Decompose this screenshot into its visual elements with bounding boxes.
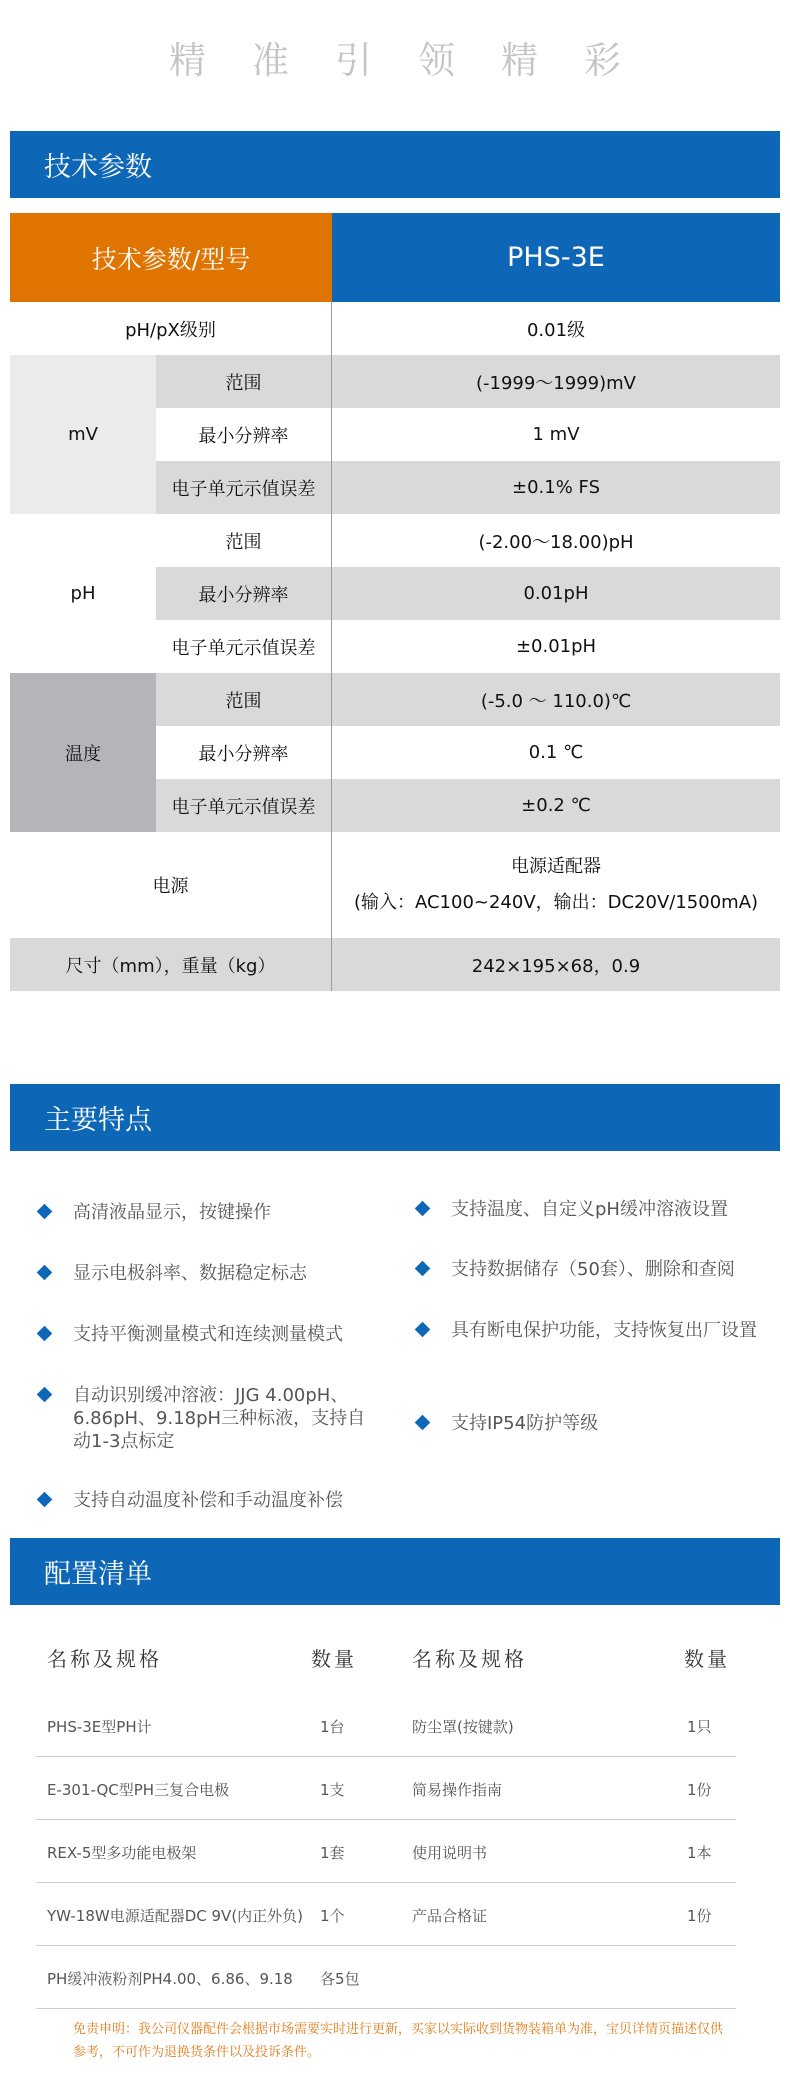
spec-group-name: mV: [10, 355, 156, 514]
spec-group-mv: [10, 355, 780, 514]
feature-item: 自动识别缓冲溶液：JJG 4.00pH、6.86pH、9.18pH三种标液，支持自动1-3点标定: [73, 1384, 383, 1453]
spec-row-value: (-5.0 ～ 110.0)℃: [332, 673, 780, 726]
slogan: 精准引领精彩: [169, 39, 667, 82]
feature-item: 显示电极斜率、数据稳定标志: [73, 1262, 403, 1285]
spec-table: [10, 213, 780, 991]
feature-item: 支持数据储存（50套）、删除和查阅: [451, 1258, 781, 1281]
spec-header-model: PHS-3E: [332, 213, 780, 302]
config-row: [36, 1946, 736, 2009]
diamond-bullet-icon: [37, 1492, 53, 1508]
diamond-bullet-icon: [415, 1261, 431, 1277]
config-item-name: 简易操作指南: [412, 1781, 503, 1799]
feature-item: 支持IP54防护等级: [451, 1412, 781, 1435]
spec-row-power: [10, 832, 780, 938]
spec-header: [10, 213, 780, 302]
config-item-qty: 各5包: [320, 1970, 360, 1988]
spec-row-label: 范围: [156, 355, 332, 408]
config-item-name: PHS-3E型PH计: [47, 1718, 152, 1736]
feature-item: 支持平衡测量模式和连续测量模式: [73, 1323, 403, 1346]
spec-group-ph: [10, 514, 780, 673]
spec-row-value: (-2.00～18.00)pH: [332, 514, 780, 567]
config-col-qty-1: 数量: [311, 1647, 357, 1671]
spec-row-value: ±0.01pH: [332, 620, 780, 673]
feature-item: 支持温度、自定义pH缓冲溶液设置: [451, 1198, 781, 1221]
config-item-qty: 1套: [320, 1844, 345, 1862]
config-item-name: REX-5型多功能电极架: [47, 1844, 197, 1862]
spec-row-size: [10, 938, 780, 991]
spec-power-value-line1: 电源适配器: [511, 856, 601, 877]
spec-header-left: 技术参数/型号: [10, 213, 332, 302]
config-item-qty: 1个: [320, 1907, 345, 1925]
config-row: [36, 1820, 736, 1883]
config-col-name-2: 名称及规格: [412, 1647, 527, 1671]
diamond-bullet-icon: [37, 1326, 53, 1342]
spec-row-value: ±0.1% FS: [332, 461, 780, 514]
spec-size-label: 尺寸（mm），重量（kg）: [10, 938, 332, 991]
spec-row-label: 最小分辨率: [156, 567, 332, 620]
spec-row-value: 0.1 ℃: [332, 726, 780, 779]
config-item-qty: 1本: [687, 1844, 712, 1862]
spec-row-value: 0.01pH: [332, 567, 780, 620]
spec-row-label: 电子单元示值误差: [156, 620, 332, 673]
config-item-qty: 1只: [687, 1718, 712, 1736]
spec-level-label: pH/pX级别: [10, 302, 332, 355]
spec-group-temperature: [10, 673, 780, 832]
config-row: [36, 1694, 736, 1757]
config-item-qty: 1台: [320, 1718, 345, 1736]
config-item-qty: 1份: [687, 1781, 712, 1799]
section-title-tech: 技术参数: [10, 131, 780, 198]
diamond-bullet-icon: [415, 1415, 431, 1431]
diamond-bullet-icon: [37, 1265, 53, 1281]
spec-size-value: 242×195×68，0.9: [332, 938, 780, 991]
spec-row-label: 最小分辨率: [156, 408, 332, 461]
config-row: [36, 1883, 736, 1946]
spec-level-value: 0.01级: [332, 302, 780, 355]
config-row: [36, 1757, 736, 1820]
spec-row-label: 电子单元示值误差: [156, 779, 332, 832]
spec-power-label: 电源: [10, 832, 332, 938]
config-item-name: E-301-QC型PH三复合电极: [47, 1781, 230, 1799]
config-col-qty-2: 数量: [684, 1647, 730, 1671]
diamond-bullet-icon: [37, 1204, 53, 1220]
diamond-bullet-icon: [37, 1387, 53, 1403]
spec-row-label: 电子单元示值误差: [156, 461, 332, 514]
spec-group-name: 温度: [10, 673, 156, 832]
config-item-name: 防尘罩(按键款): [412, 1718, 514, 1736]
spec-power-value-line2: (输入：AC100~240V，输出：DC20V/1500mA): [353, 892, 759, 913]
config-item-qty: 1份: [687, 1907, 712, 1925]
config-col-name-1: 名称及规格: [47, 1647, 162, 1671]
feature-item: 支持自动温度补偿和手动温度补偿: [73, 1489, 403, 1512]
section-title-config: 配置清单: [10, 1538, 780, 1605]
spec-row-label: 范围: [156, 673, 332, 726]
config-item-qty: 1支: [320, 1781, 345, 1799]
spec-row-level: [10, 302, 780, 355]
config-item-name: 使用说明书: [412, 1844, 488, 1862]
diamond-bullet-icon: [415, 1322, 431, 1338]
diamond-bullet-icon: [415, 1201, 431, 1217]
feature-item: 具有断电保护功能，支持恢复出厂设置: [451, 1319, 781, 1342]
spec-group-name: pH: [10, 514, 156, 673]
disclaimer: 免责申明：我公司仪器配件会根据市场需要实时进行更新，买家以实际收到货物装箱单为准，宝贝详情页描述仅供参考，不可作为退换货条件以及投诉条件。: [73, 2022, 724, 2060]
spec-row-label: 范围: [156, 514, 332, 567]
config-item-name: YW-18W电源适配器DC 9V(内正外负): [47, 1907, 304, 1925]
spec-row-label: 最小分辨率: [156, 726, 332, 779]
config-item-name: PH缓冲液粉剂PH4.00、6.86、9.18: [47, 1970, 293, 1988]
spec-row-value: ±0.2 ℃: [332, 779, 780, 832]
spec-row-value: (-1999～1999)mV: [332, 355, 780, 408]
section-title-features: 主要特点: [10, 1084, 780, 1151]
spec-row-value: 1 mV: [332, 408, 780, 461]
feature-item: 高清液晶显示，按键操作: [73, 1201, 403, 1224]
config-item-name: 产品合格证: [412, 1907, 488, 1925]
